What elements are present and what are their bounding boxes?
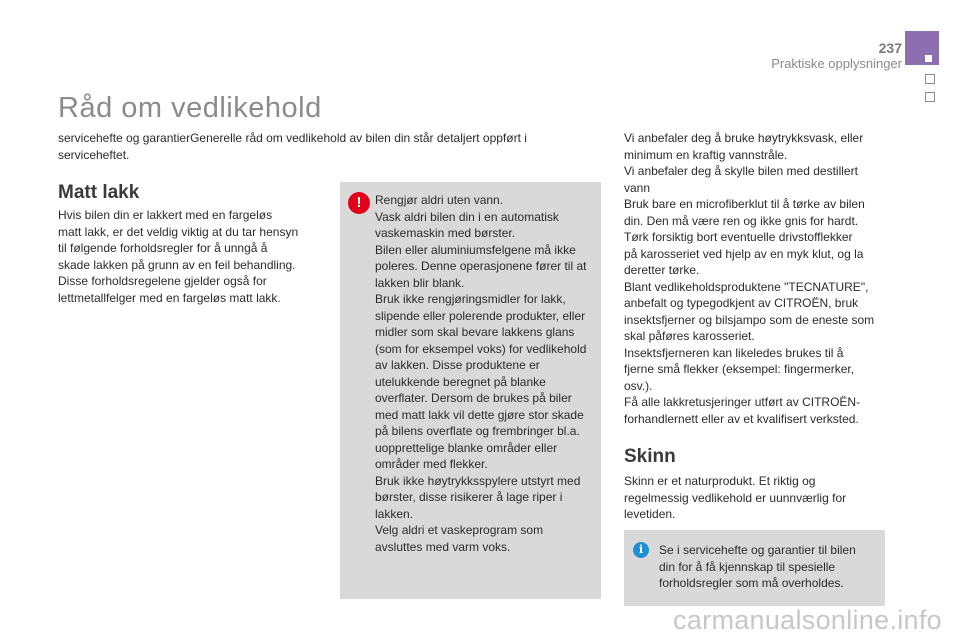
warning-text: Rengjør aldri uten vann. Vask aldri bilen din i en automatisk vaskemaskin med børster. Bilen eller aluminiumsfelgene må ikke poleres. Denne operasjonene fører til at lakken blir blank. Bruk ikke rengjøringsmidler for lakk, slipende eller polerende produkter, eller midler som skal bevare lakkens glans (som for eksempel voks) for vedlikehold av lakken. Disse produktene er utelukkende beregnet på blanke overflater. Dersom de brukes på biler med matt lakk vil dette gjøre stor skade på bilens overflate og frembringer bl.a. uopprettelige blanke områder eller områder med flekker. Bruk ikke høytrykksspylere utstyrt med børster, disse risikerer å lage riper i lakken. Velg aldri et vaskeprogram som avsluttes med varm voks. (375, 193, 587, 554)
info-icon: i (633, 542, 649, 558)
chapter-tab-marker (905, 31, 939, 65)
watermark: carmanualsonline.info (673, 605, 942, 635)
skinn-heading: Skinn (624, 446, 676, 467)
skinn-text: Skinn er et naturprodukt. Et riktig og regelmessig vedlikehold er uunnværlig for levetiden. (624, 474, 847, 521)
section-title: Praktiske opplysninger (771, 56, 902, 71)
page-title: Råd om vedlikehold (58, 92, 322, 124)
matt-lakk-heading: Matt lakk (58, 182, 140, 203)
right-column-text: Vi anbefaler deg å bruke høytrykksvask, eller minimum en kraftig vannstråle. Vi anbefaler deg å skylle bilen med destillert vann Bruk bare en microfiberklut til å tørke av bilen din. Den må være ren og ikke gnis for hardt. Tørk forsiktig bort eventuelle drivstofflekker på karosseriet ved hjelp av en myk klut, og la deretter tørke. Blant vedlikeholdsproduktene "TECNATURE", anbefalt og typegodkjent av CITROËN, bruk insektsfjerner og bilsjampo som de eneste som skal påføres karosseriet. Insektsfjerneren kan likeledes brukes til å fjerne små flekker (eksempel: fingermerker, osv.). Få alle lakkretusjeringer utført av CITROËN- forhandlernett eller av et kvalifisert verksted. (624, 131, 875, 426)
intro-text: servicehefte og garantierGenerelle råd om vedlikehold av bilen din står detaljert oppført i serviceheftet. (58, 131, 527, 162)
page-number: 237 (878, 40, 902, 56)
chapter-tab-outline-1 (925, 74, 935, 84)
matt-lakk-text: Hvis bilen din er lakkert med en fargeløs matt lakk, er det veldig viktig at du tar hensyn til følgende forholdsregler for å unngå å skade lakken på grunn av en feil behandling. Disse forholdsregelene gjelder også for lettmetallfelger med en fargeløs matt lakk. (58, 208, 299, 305)
info-text: Se i servicehefte og garantier til bilen din for å få kjennskap til spesielle forholdsregler som må overholdes. (659, 543, 856, 590)
chapter-tab-outline-2 (925, 92, 935, 102)
chapter-tab-dot (925, 55, 932, 62)
exclamation-warning-icon: ! (348, 192, 370, 214)
